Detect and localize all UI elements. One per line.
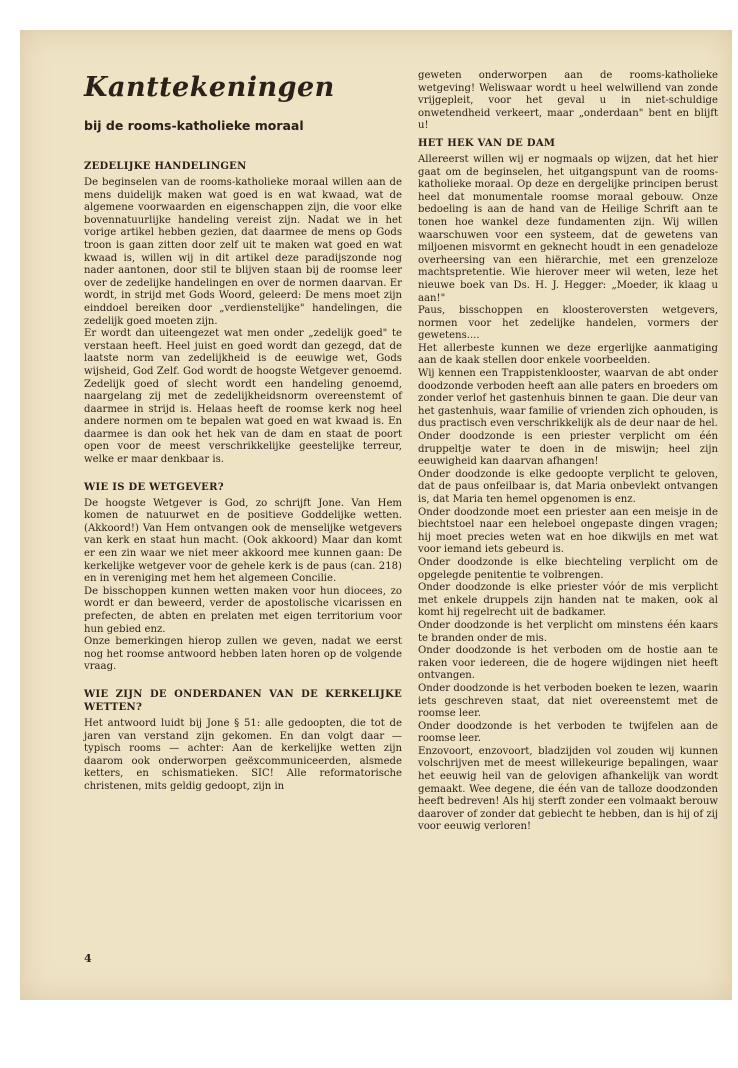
left-column	[84, 160, 402, 808]
paragraph: Onder doodzonde is elke biechteling verplicht om de opgelegde penitentie te volbrengen.	[418, 556, 718, 581]
article-subtitle: bij de rooms-katholieke moraal	[84, 118, 304, 133]
paragraph: De beginselen van de rooms-katholieke moraal willen aan de mens duidelijk maken wat goed is en wat kwaad, wat de algemene voorwaarden en eigenschappen zijn, die voor elke bovennatuurlijke handeling vereist zijn. Nadat we in het vorige artikel hebben gezien, dat daarmee de mens op Gods troon is gaan zitten door zelf uit te maken wat goed en wat kwaad is, willen wij in dit artikel deze paradijszonde nog nader aantonen, door stil te blijven staan bij de roomse leer over de zedelijke handelingen en over de normen daarvan. Er wordt, in strijd met Gods Woord, geleerd: De mens moet zijn einddoel bereiken door „verdienstelijke" handelingen, die zedelijk goed moeten zijn.	[84, 177, 402, 327]
article-title: Kanttekeningen	[84, 72, 335, 103]
paragraph: Onder doodzonde is het verplicht om minstens één kaars te branden onder de mis.	[418, 619, 718, 644]
page-number: 4	[84, 952, 92, 965]
continued-paragraph: geweten onderworpen aan de rooms-katholieke wetgeving! Weliswaar wordt u heel welwillend van zonde vrijgepleit, voor het geval u in niet-schuldige onwetendheid verkeert, maar „onderdaan" bent en blijft u!	[418, 70, 718, 132]
section-hek-van-de-dam	[418, 137, 718, 834]
magazine-page	[20, 30, 732, 1000]
section-heading: ZEDELIJKE HANDELINGEN	[84, 161, 247, 172]
paragraph: Onder doodzonde is het verboden om de hostie aan te raken voor iedereen, die de hogere wijdingen niet heeft ontvangen.	[418, 645, 718, 682]
paragraph: Paus, bisschoppen en kloosteroversten wetgevers, normen voor het zedelijke handelen, vormers der gewetens....	[418, 305, 718, 342]
paragraph: Het antwoord luidt bij Jone § 51: alle gedoopten, die tot de jaren van verstand zijn gekomen. En dan volgt daar — typisch rooms — achter: Aan de kerkelijke wetten zijn daarom ook onderworpen geëxcommuniceerden, alsmede ketters, en schismatieken. SIC! Alle reformatorische christenen, mits geldig gedoopt, zijn in	[84, 717, 402, 792]
paragraph: Onder doodzonde is elke priester vóór de mis verplicht met enkele druppels zijn handen nat te maken, ook al komt hij regelrecht uit de badkamer.	[418, 582, 718, 619]
paragraph: Allereerst willen wij er nogmaals op wijzen, dat het hier gaat om de beginselen, het uitgangspunt van de rooms-katholieke moraal. Op deze en dergelijke principen berust heel dat monumentale roomse moraal gebouw. Onze bedoeling is aan de hand van de Heilige Schrift aan te tonen hoe wankel deze fundamenten zijn. Wij willen waarschuwen voor een systeem, dat de gewetens van miljoenen misvormt en geknecht houdt in een genadeloze overheersing van een hiërarchie, met een grenzeloze machtspretentie. Wie hierover meer wil weten, leze het nieuwe boek van Ds. H. J. Hegger: „Moeder, ik klaag u aan!"	[418, 153, 718, 304]
section-onderdanen	[84, 688, 402, 794]
section-wie-is-de-wetgever	[84, 481, 402, 674]
paragraph: Onder doodzonde is elke gedoopte verplicht te geloven, dat de paus onfeilbaar is, dat Maria onbevlekt ontvangen is, dat Maria ten hemel opgenomen is enz.	[418, 468, 718, 505]
paragraph: Er wordt dan uiteengezet wat men onder „zedelijk goed" te verstaan heeft. Heel juist en goed wordt dan gezegd, dat de laatste norm van zedelijkheid is de eeuwige wet, Gods wijsheid, God Zelf. God wordt de hoogste Wetgever genoemd. Zedelijk goed of slecht wordt een handeling genoemd, naargelang zij met de zedelijkheidsnorm overeenstemt of daarmee in strijd is. Helaas heeft de roomse kerk nog heel andere normen om te bepalen wat goed en wat kwaad is. En daarmee is dan ook het hek van de dam en staat de poort open voor de meest verschrikkelijke geestelijke terreur, welke er maar denkbaar is.	[84, 328, 402, 466]
right-column	[418, 70, 718, 848]
paragraph: De hoogste Wetgever is God, zo schrijft Jone. Van Hem komen de natuurwet en de positieve Goddelijke wetten. (Akkoord!) Van Hem ontvangen ook de menselijke wetgevers van kerk en staat hun macht. (Ook akkoord) Maar dan komt er een zin waar we niet meer akkoord mee kunnen gaan: De kerkelijke wetgever voor de gehele kerk is de paus (can. 218) en in vereniging met hem het algemeen Concilie.	[84, 497, 402, 585]
paragraph: Onder doodzonde is het verboden boeken te lezen, waarin iets geschreven staat, dat niet overeenstemt met de roomse leer.	[418, 682, 718, 720]
paragraph: Wij kennen een Trappistenklooster, waarvan de abt onder doodzonde verboden heeft aan alle paters en broeders om zonder verlof het gastenhuis binnen te gaan. Die deur van het gastenhuis, waar familie of vrienden zich ophouden, is dus practisch even verschrikkelijk als de deur naar de hel.	[418, 368, 718, 430]
paragraph: Onder doodzonde is het verboden te twijfelen aan de roomse leer.	[418, 720, 718, 745]
section-heading: HET HEK VAN DE DAM	[418, 137, 556, 149]
paragraph: Onze bemerkingen hierop zullen we geven, nadat we eerst nog het roomse antwoord hebben laten horen op de volgende vraag.	[84, 636, 402, 673]
paragraph: Het allerbeste kunnen we deze ergerlijke aanmatiging aan de kaak stellen door enkele voorbeelden.	[418, 342, 718, 367]
section-heading: WIE ZIJN DE ONDERDANEN VAN DE KERKELIJKE WETTEN?	[84, 688, 402, 713]
paragraph: Onder doodzonde moet een priester aan een meisje in de biechtstoel naar een heleboel ongepaste dingen vragen; hij moet precies weten wat en hoe dikwijls en met wat voor iemand iets gebeurd is.	[418, 506, 718, 556]
paragraph: Enzovoort, enzovoort, bladzijden vol zouden wij kunnen volschrijven met de meest willekeurige bepalingen, waar het eeuwig heil van de gelovigen afhankelijk van wordt gemaakt. Wee degene, die één van de talloze doodzonden heeft bedreven! Als hij sterft zonder een volmaakt berouw daarover of zonder dat gebiecht te hebben, dan is hij of zij voor eeuwig verloren!	[418, 745, 718, 833]
paragraph: De bisschoppen kunnen wetten maken voor hun diocees, zo wordt er dan beweerd, verder de apostolische vicarissen en prefecten, de abten en prelaten met eigen territorium voor hun gebied enz.	[84, 585, 402, 635]
section-heading: WIE IS DE WETGEVER?	[84, 481, 224, 493]
paragraph: Onder doodzonde is een priester verplicht om één druppeltje water te doen in de miswijn; heel zijn eeuwigheid kan daarvan afhangen!	[418, 431, 718, 468]
section-zedelijke-handelingen	[84, 160, 402, 467]
